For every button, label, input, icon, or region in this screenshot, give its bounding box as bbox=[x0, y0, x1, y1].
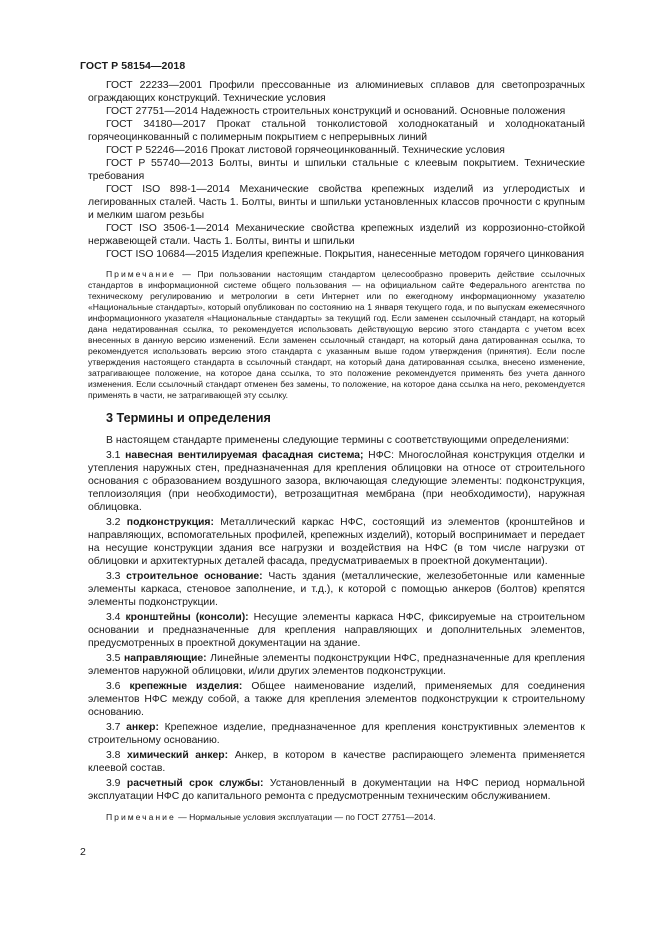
term-number: 3.7 bbox=[106, 722, 127, 733]
term-definition: Крепежное изделие, предназначенное для крепления конструктивных элементов к строительному основанию. bbox=[88, 722, 585, 746]
term-item bbox=[88, 449, 585, 514]
term-item bbox=[88, 652, 585, 678]
term-name: крепежные изделия: bbox=[129, 681, 243, 692]
reference-item: ГОСТ ISO 3506-1—2014 Механические свойства крепежных изделий из коррозионно-стойкой нержавеющей стали. Часть 1. Болты, винты и шпильки bbox=[88, 223, 585, 247]
term-number: 3.4 bbox=[106, 612, 126, 623]
term-number: 3.3 bbox=[106, 571, 127, 582]
term-definition: НФС: Многослойная конструкция отделки и утепления наружных стен, предназначенная для крепления облицовки на относе от строительного основания с образованием воздушного зазора, включающая следующие элементы: подконструкция, теплоизоляция (при необходимости), ветрозащитная мембрана (при необходимости), наружная облицовка. bbox=[88, 450, 585, 513]
term-name: расчетный срок службы: bbox=[126, 778, 264, 789]
page-body bbox=[88, 79, 585, 823]
term-item bbox=[88, 777, 585, 803]
reference-item: ГОСТ Р 55740—2013 Болты, винты и шпильки стальные с клеевым покрытием. Технические требования bbox=[88, 158, 585, 182]
term-number: 3.5 bbox=[106, 653, 124, 664]
note-label: Примечание bbox=[106, 269, 176, 279]
term-definition: Несущие элементы каркаса НФС, фиксируемые на строительном основании и предназначенные для крепления направляющих и дополнительных элементов, предусмотренных в проектной документации на здание. bbox=[88, 612, 585, 649]
term-item bbox=[88, 721, 585, 747]
section-intro: В настоящем стандарте применены следующие термины с соответствующими определениями: bbox=[106, 435, 570, 446]
reference-item: ГОСТ 34180—2017 Прокат стальной тонколистовой холоднокатаный и холоднокатаный горячеоцинкованный с полимерным покрытием с непрерывных линий bbox=[88, 119, 585, 143]
term-item bbox=[88, 749, 585, 775]
terms-list bbox=[88, 434, 585, 803]
reference-item: ГОСТ 22233—2001 Профили прессованные из алюминиевых сплавов для светопрозрачных ограждающих конструкций. Технические условия bbox=[88, 80, 585, 104]
term-number: 3.1 bbox=[106, 450, 126, 461]
term-number: 3.2 bbox=[106, 517, 127, 528]
reference-item: ГОСТ 27751—2014 Надежность строительных конструкций и оснований. Основные положения bbox=[106, 106, 566, 117]
term-definition: Установленный в документации на НФС период нормальной эксплуатации НФС до капитального ремонта с предусмотренным техническим обслуживанием. bbox=[88, 778, 585, 802]
note-label: Примечание bbox=[106, 812, 176, 822]
term-name: анкер: bbox=[126, 722, 159, 733]
term-definition: Металлический каркас НФС, состоящий из элементов (кронштейнов и направляющих, вспомогательных профилей, крепежных изделий), который воспринимает и передает на несущие конструкции здания все нагрузки и воздействия на НФС (в том числе нагрузки от облицовки и архитектурных деталей фасада, предусматриваемых в проектной документации). bbox=[88, 517, 585, 567]
references-list bbox=[88, 79, 585, 261]
reference-item: ГОСТ ISO 10684—2015 Изделия крепежные. Покрытия, нанесенные методом горячего цинкования bbox=[106, 249, 585, 260]
term-number: 3.8 bbox=[106, 750, 128, 761]
term-number: 3.9 bbox=[106, 778, 127, 789]
terms-note bbox=[88, 812, 585, 823]
term-name: кронштейны (консоли): bbox=[125, 612, 249, 623]
term-number: 3.6 bbox=[106, 681, 130, 692]
term-item bbox=[88, 516, 585, 568]
term-definition: Анкер, в котором в качестве распирающего элемента применяется клеевой состав. bbox=[88, 750, 585, 774]
term-definition: Общее наименование изделий, применяемых для соединения элементов НФС между собой, а также для крепления элементов подконструкции к строительному основанию. bbox=[88, 681, 585, 718]
term-name: подконструкция: bbox=[126, 517, 214, 528]
note-text: — При пользовании настоящим стандартом целесообразно проверить действие ссылочных стандартов в информационной системе общего пользования — на официальном сайте Федерального агентства по техническому регулированию и метрологии в сети Интернет или по ежегодному информационному указателю «Национальные стандарты», который опубликован по состоянию на 1 января текущего года, и по выпускам ежемесячного информационного указателя «Национальные стандарты» за текущий год. Если заменен ссылочный стандарт, на который дана недатированная ссылка, то рекомендуется использовать действующую версию этого стандарта с учетом всех внесенных в данную версию изменений. Если заменен ссылочный стандарт, на который дана датированная ссылка, то рекомендуется использовать версию этого стандарта с указанным выше годом утверждения (принятия). Если после утверждения настоящего стандарта в ссылочный стандарт, на который дана датированная ссылка, внесено изменение, затрагивающее положение, на которое дана ссылка, то это положение рекомендуется применять без учета данного изменения. Если ссылочный стандарт отменен без замены, то положение, на которое дана ссылка на него, рекомендуется применять в части, не затрагивающей эту ссылку. bbox=[88, 269, 585, 400]
section-heading: 3 Термины и определения bbox=[106, 411, 271, 425]
references-note bbox=[88, 269, 585, 401]
document-id: ГОСТ Р 58154—2018 bbox=[80, 60, 186, 72]
note-text: — Нормальные условия эксплуатации — по ГОСТ 27751—2014. bbox=[175, 812, 436, 822]
term-item bbox=[88, 611, 585, 650]
term-name: навесная вентилируемая фасадная система; bbox=[125, 450, 364, 461]
page-number: 2 bbox=[80, 846, 86, 858]
term-item bbox=[88, 680, 585, 719]
term-definition: Линейные элементы подконструкции НФС, предназначенные для крепления элементов наружной облицовки, и/или других элементов подконструкции. bbox=[88, 653, 585, 677]
term-name: химический анкер: bbox=[127, 750, 229, 761]
reference-item: ГОСТ Р 52246—2016 Прокат листовой горячеоцинкованный. Технические условия bbox=[106, 145, 505, 156]
term-definition: Часть здания (металлические, железобетонные или каменные элементы каркаса, стеновое заполнение, и т.д.), к которой с помощью анкеров (болтов) крепятся элементы подконструкции. bbox=[88, 571, 585, 608]
reference-item: ГОСТ ISO 898-1—2014 Механические свойства крепежных изделий из углеродистых и легированных сталей. Часть 1. Болты, винты и шпильки установленных классов прочности с крупным и мелким шагом резьбы bbox=[88, 184, 585, 221]
term-item bbox=[88, 570, 585, 609]
term-name: направляющие: bbox=[123, 653, 207, 664]
term-name: строительное основание: bbox=[126, 571, 263, 582]
